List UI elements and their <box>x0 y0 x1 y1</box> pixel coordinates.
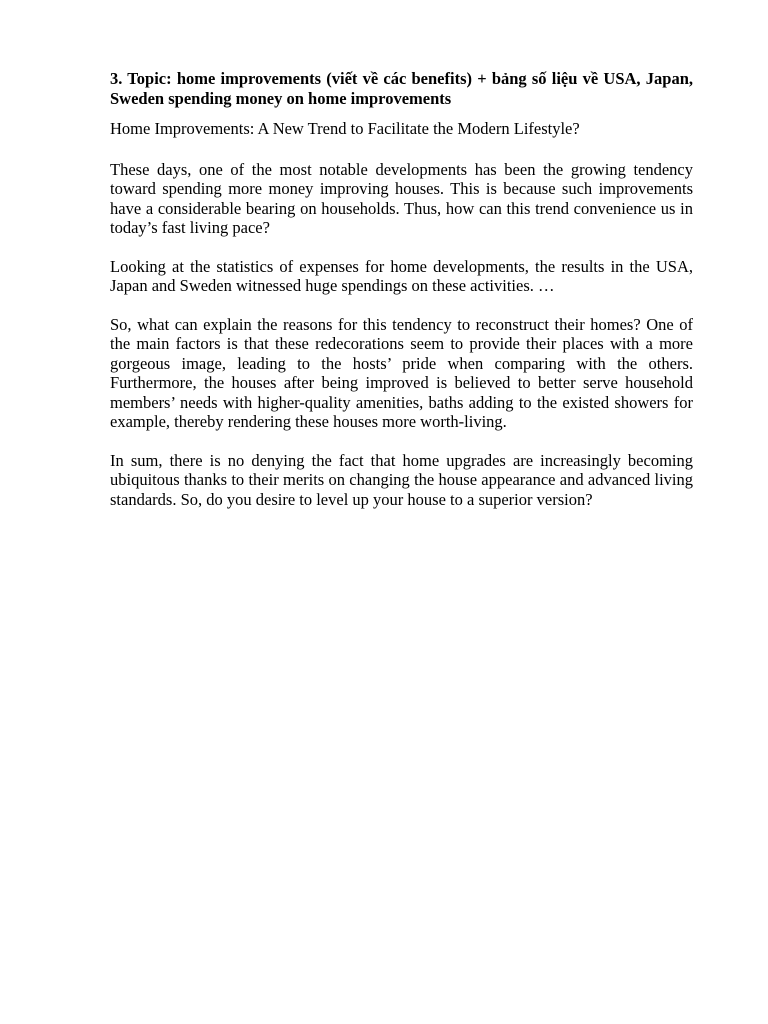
topic-heading: 3. Topic: home improvements (viết về các benefits) + bảng số liệu về USA, Japan, Sweden spending money on home improvements <box>110 69 693 108</box>
essay-title: Home Improvements: A New Trend to Facilitate the Modern Lifestyle? <box>110 119 580 138</box>
paragraph-conclusion: In sum, there is no denying the fact that home upgrades are increasingly becoming ubiquitous thanks to their merits on changing the house appearance and advanced living standards. So, do you desire to level up your house to a superior version? <box>110 450 693 509</box>
paragraph-reasons: So, what can explain the reasons for this tendency to reconstruct their homes? One of the main factors is that these redecorations seem to provide their places with a more gorgeous image, leading to the hosts’ pride when comparing with the others. Furthermore, the houses after being improved is believed to better serve household members’ needs with higher-quality amenities, baths adding to the existed showers for example, thereby rendering these houses more worth-living. <box>110 314 693 431</box>
paragraph-statistics: Looking at the statistics of expenses for home developments, the results in the USA, Japan and Sweden witnessed huge spendings on these activities. … <box>110 256 693 295</box>
paragraph-intro: These days, one of the most notable developments has been the growing tendency toward spending more money improving houses. This is because such improvements have a considerable bearing on households. Thus, how can this trend convenience us in today’s fast living pace? <box>110 159 693 237</box>
document-body <box>110 69 693 528</box>
